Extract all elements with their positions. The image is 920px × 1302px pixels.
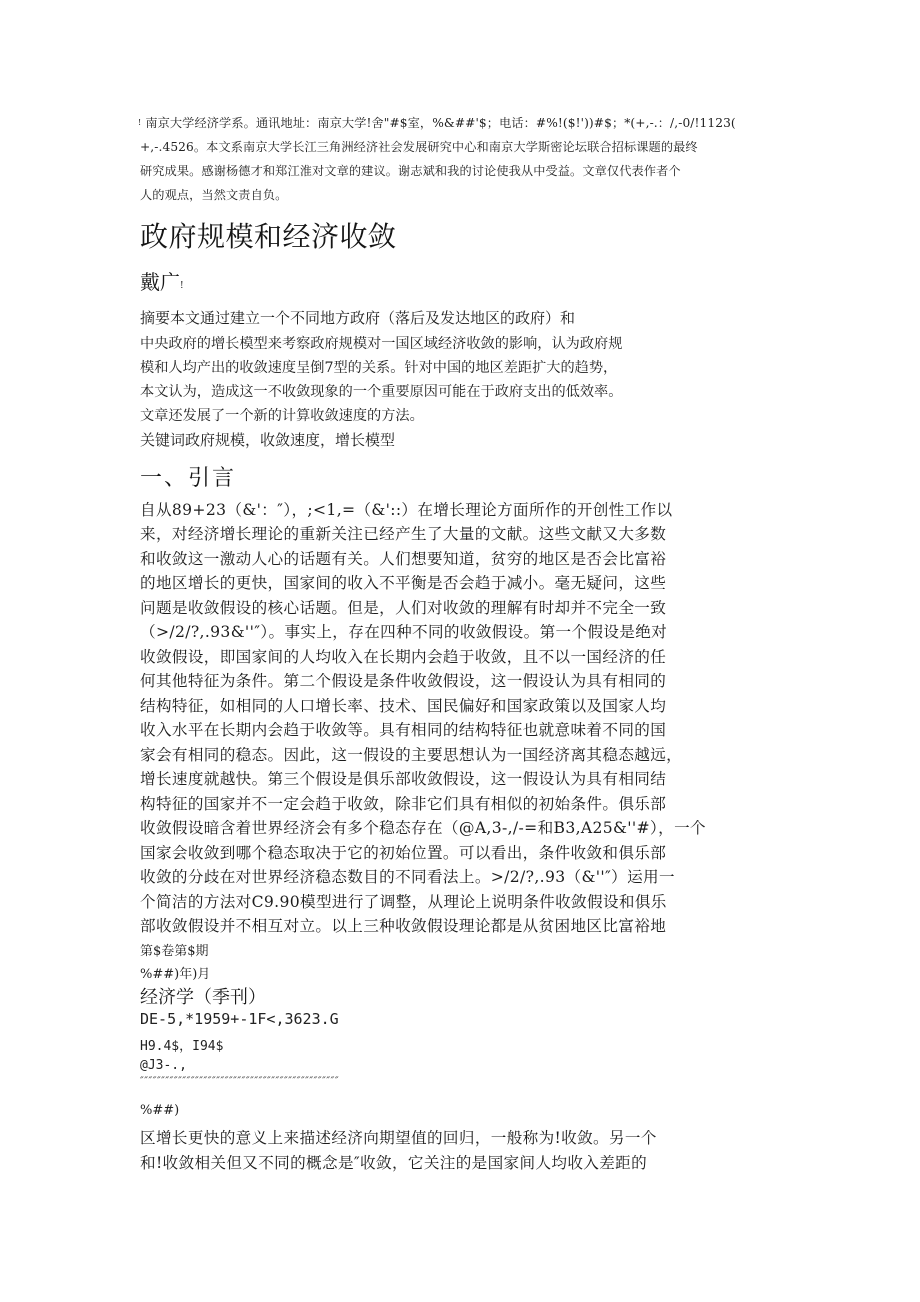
body-line: 何其他特征为条件。第二个假设是条件收敛假设，这一假设认为具有相同的 (140, 672, 667, 690)
body-line: 自从89+23（&'：″），;<1,=（&'::）在增长理论方面所作的开创性工作以 (140, 501, 673, 519)
keywords: 关键词政府规模，收敛速度，增长模型 (140, 431, 396, 449)
body-line: 增长速度就越快。第三个假设是俱乐部收敛假设，这一假设认为具有相同结 (140, 770, 667, 788)
footnote-marker: ! (138, 118, 142, 127)
journal-code-line: DE-5,*1959+-1F<,3623.G (140, 1010, 339, 1028)
footnote-line: 人的观点，当然文责自负。 (140, 188, 288, 202)
journal-code-line: H9.4$，I94$ (140, 1039, 224, 1054)
body-line: 收敛的分歧在对世界经济稳态数目的不同看法上。>/2/?,.93（&''″）运用一 (140, 868, 675, 886)
abstract-line: 模和人均产出的收敛速度呈倒7型的关系。针对中国的地区差距扩大的趋势， (140, 360, 618, 376)
body-line: 部收敛假设并不相互对立。以上三种收敛假设理论都是从贫困地区比富裕地 (140, 917, 667, 935)
journal-code-line: @J3-., (140, 1058, 187, 1073)
journal-name: 经济学（季刊） (140, 987, 266, 1008)
volume-issue: 第$卷第$期 (140, 944, 209, 959)
body-line: 个简洁的方法对C9.90模型进行了调整，从理论上说明条件收敛假设和俱乐 (140, 893, 667, 911)
body-line: 收敛假设暗含着世界经济会有多个稳态存在（@A,3-,/-=和B3,A25&''#），一个 (140, 819, 706, 837)
body-line: 构特征的国家并不一定会趋于收敛，除非它们具有相似的初始条件。俱乐部 (140, 795, 667, 813)
body-line: 收敛假设，即国家间的人均收入在长期内会趋于收敛，且不以一国经济的任 (140, 648, 667, 666)
abstract-line: 中央政府的增长模型来考察政府规模对一国区域经济收敛的影响，认为政府规 (140, 336, 623, 352)
body-line: 结构特征，如相同的人口增长率、技术、国民偏好和国家政策以及国家人均 (140, 697, 667, 715)
page-number: %##) (140, 1103, 180, 1118)
footnote-line: +,-.4526。本文系南京大学长江三角洲经济社会发展研究中心和南京大学斯密论坛联合招标课题的最终 (140, 140, 698, 154)
paper-title: 政府规模和经济收敛 (140, 220, 397, 253)
body-line: 的地区增长的更快，国家间的收入不平衡是否会趋于减小。毫无疑问，这些 (140, 574, 667, 592)
issue-date: %##)年)月 (140, 967, 211, 982)
body-line: 问题是收敛假设的核心话题。但是，人们对收敛的理解有时却并不完全一致 (140, 599, 667, 617)
body-line: 来，对经济增长理论的重新关注已经产生了大量的文献。这些文献又大多数 (140, 525, 667, 543)
body-line: （>/2/?,.93&''″）。事实上，存在四种不同的收敛假设。第一个假设是绝对 (140, 623, 668, 641)
separator-line: ″″″″″″″″″″″″″″″″″″″″″″″″″″″″″″″″″″″″″″″″″″″″″″″ (140, 1076, 340, 1087)
abstract-line: 摘要本文通过建立一个不同地方政府（落后及发达地区的政府）和 (140, 309, 576, 327)
author-name: 戴广 (140, 270, 180, 294)
body-line: 国家会收敛到哪个稳态取决于它的初始位置。可以看出，条件收敛和俱乐部 (140, 844, 667, 862)
body-line: 和收敛这一激动人心的话题有关。人们想要知道，贫穷的地区是否会比富裕 (140, 550, 667, 568)
footnote-line: 研究成果。感谢杨德才和郑江淮对文章的建议。谢志斌和我的讨论使我从中受益。文章仅代表作者个 (140, 164, 681, 178)
body-line: 和!收敛相关但又不同的概念是″收敛，它关注的是国家间人均收入差距的 (140, 1154, 648, 1172)
body-line: 区增长更快的意义上来描述经济向期望值的回归，一般称为!收敛。另一个 (140, 1129, 657, 1147)
footnote-line: ! 南京大学经济学系。通讯地址：南京大学!舍"#$室，%&##'$；电话：#%!($!'))#$；*(+,-.：/,-0/!1123( (138, 116, 736, 130)
body-line: 家会有相同的稳态。因此，这一假设的主要思想认为一国经济离其稳态越远， (140, 746, 683, 764)
body-line: 收入水平在长期内会趋于收敛等。具有相同的结构特征也就意味着不同的国 (140, 721, 667, 739)
section-heading: 一、引言 (140, 466, 237, 491)
abstract-line: 本文认为，造成这一不收敛现象的一个重要原因可能在于政府支出的低效率。 (140, 384, 623, 400)
author-footnote-marker: ! (180, 281, 184, 291)
author (140, 266, 184, 295)
abstract-line: 文章还发展了一个新的计算收敛速度的方法。 (140, 408, 424, 424)
